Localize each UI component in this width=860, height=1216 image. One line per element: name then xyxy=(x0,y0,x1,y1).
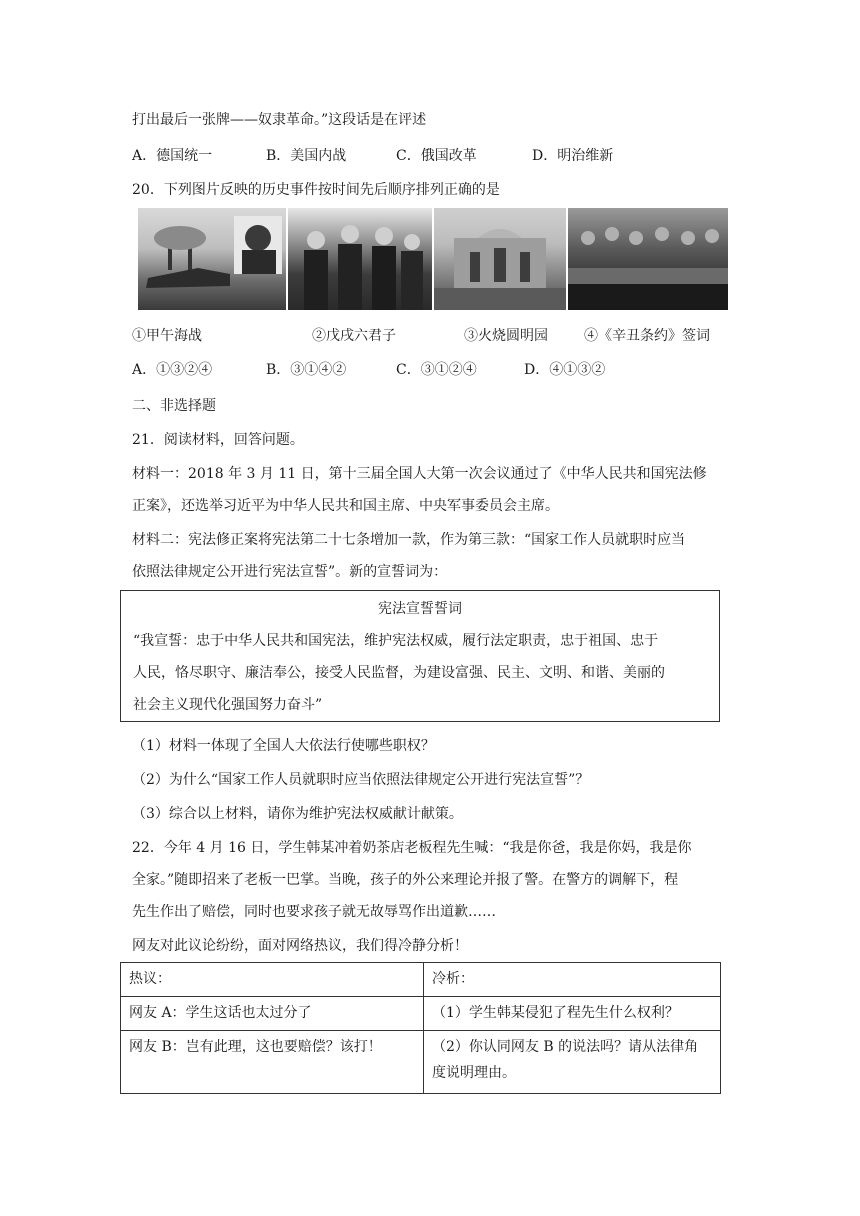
oath-line-3: 社会主义现代化强国努力奋斗” xyxy=(133,697,323,713)
table-cell: 网友 A：学生这话也太过分了 xyxy=(121,997,424,1031)
table-cell xyxy=(424,1031,721,1094)
q21-stem: 21．阅读材料，回答问题。 xyxy=(132,432,304,448)
q19-option-a: A．德国统一 xyxy=(132,148,213,164)
photo-boxer-protocol xyxy=(568,208,728,310)
photo-naval-battle xyxy=(138,208,286,310)
q21-material2-line1: 材料二：宪法修正案将宪法第二十七条增加一款，作为第三款：“国家工作人员就职时应当 xyxy=(132,532,686,548)
q20-option-a: A．①③②④ xyxy=(132,362,213,378)
q20-option-b: B．③①④② xyxy=(266,362,347,378)
q20-caption-1: ①甲午海战 xyxy=(132,328,202,344)
section-heading: 二、非选择题 xyxy=(132,398,216,414)
oath-line-1: “我宣誓：忠于中华人民共和国宪法，维护宪法权威，履行法定职责，忠于祖国、忠于 xyxy=(133,633,659,649)
oath-title: 宪法宣誓誓词 xyxy=(378,601,462,617)
q19-option-c: C．俄国改革 xyxy=(396,148,477,164)
table-cell: （1）学生韩某侵犯了程先生什么权利？ xyxy=(424,997,721,1031)
photo-six-gentlemen xyxy=(288,208,432,310)
q20-option-d: D．④①③② xyxy=(524,362,606,378)
table-cell: 网友 B：岂有此理，这也要赔偿？该打！ xyxy=(121,1031,424,1094)
q22-table xyxy=(120,962,721,1094)
table-row xyxy=(121,963,721,997)
table-cell-line-2: 度说明理由。 xyxy=(432,1065,516,1081)
q20-caption-3: ③火烧圆明园 xyxy=(464,328,548,344)
table-row xyxy=(121,1031,721,1094)
q20-stem: 20．下列图片反映的历史事件按时间先后顺序排列正确的是 xyxy=(132,182,500,198)
q20-option-c: C．③①②④ xyxy=(396,362,477,378)
q20-caption-4: ④《辛丑条约》签词 xyxy=(584,328,710,344)
q22-line-1: 22．今年 4 月 16 日，学生韩某冲着奶茶店老板程先生喊：“我是你爸，我是你妈，我是你 xyxy=(132,840,692,856)
q22-line-3: 先生作出了赔偿，同时也要求孩子就无故辱骂作出道歉…… xyxy=(132,904,496,920)
q19-option-d: D．明治维新 xyxy=(532,148,614,164)
q21-sub-question-1: （1）材料一体现了全国人大依法行使哪些职权？ xyxy=(132,738,435,754)
table-cell-line-1: （2）你认同网友 B 的说法吗？请从法律角 xyxy=(432,1039,699,1055)
q22-line-2: 全家。”随即招来了老板一巴掌。当晚，孩子的外公来理论并报了警。在警方的调解下，程 xyxy=(132,872,679,888)
photo-old-summer-palace xyxy=(434,208,566,310)
q19-option-b: B．美国内战 xyxy=(266,148,347,164)
q21-material1-line1: 材料一：2018 年 3 月 11 日，第十三届全国人大第一次会议通过了《中华人民共和国宪法修 xyxy=(132,466,707,482)
q20-photo-strip xyxy=(138,208,728,310)
table-header-cell: 冷析： xyxy=(424,963,721,997)
table-header-cell: 热议： xyxy=(121,963,424,997)
q20-caption-2: ②戊戌六君子 xyxy=(312,328,396,344)
q19-stem-tail: 打出最后一张牌——奴隶革命。”这段话是在评述 xyxy=(132,112,427,128)
q22-line-4: 网友对此议论纷纷，面对网络热议，我们得冷静分析！ xyxy=(132,938,468,954)
q21-material2-line2: 依照法律规定公开进行宪法宣誓”。新的宣誓词为： xyxy=(132,564,448,580)
q21-sub-question-2: （2）为什么“国家工作人员就职时应当依照法律规定公开进行宪法宣誓”？ xyxy=(132,772,590,788)
q21-material1-line2: 正案》，还选举习近平为中华人民共和国主席、中央军事委员会主席。 xyxy=(132,498,559,514)
q21-sub-question-3: （3）综合以上材料，请你为维护宪法权威献计献策。 xyxy=(132,806,463,822)
oath-box xyxy=(120,590,720,722)
oath-line-2: 人民，恪尽职守、廉洁奉公，接受人民监督，为建设富强、民主、文明、和谐、美丽的 xyxy=(133,665,665,681)
table-row xyxy=(121,997,721,1031)
